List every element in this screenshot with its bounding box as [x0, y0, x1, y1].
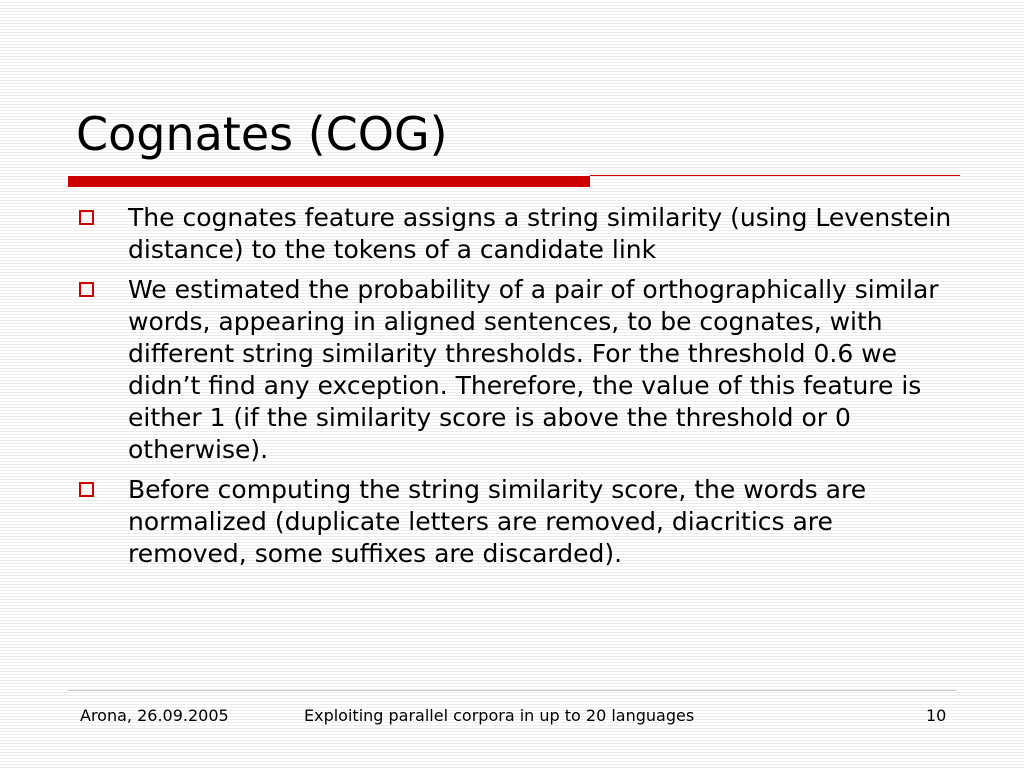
bullet-text: The cognates feature assigns a string similarity (using Levenstein distance) to the tokens of a candidate link [128, 203, 952, 264]
footer-location-date: Arona, 26.09.2005 [80, 706, 229, 725]
bullet-item [76, 474, 956, 570]
footer-divider [68, 690, 956, 691]
bullet-item [76, 274, 956, 466]
bullet-item [76, 202, 956, 266]
hollow-square-bullet-icon [79, 482, 94, 497]
bullet-text: Before computing the string similarity score, the words are normalized (duplicate letters are removed, diacritics are removed, some suffixes are discarded). [128, 475, 867, 568]
hollow-square-bullet-icon [79, 210, 94, 225]
title-underline-thin-line [590, 175, 960, 176]
slide-title: Cognates (COG) [76, 107, 448, 161]
bullet-list [76, 202, 956, 578]
footer-presentation-title: Exploiting parallel corpora in up to 20 languages [304, 706, 695, 725]
bullet-text: We estimated the probability of a pair of orthographically similar words, appearing in aligned sentences, to be cognates, with different string similarity thresholds. For the threshold 0.6 we didn’t find any exception. Therefore, the value of this feature is either 1 (if the similarity score is above the threshold or 0 otherwise). [128, 275, 939, 464]
title-underline-bar [68, 176, 590, 187]
hollow-square-bullet-icon [79, 282, 94, 297]
slide-number: 10 [926, 706, 947, 725]
